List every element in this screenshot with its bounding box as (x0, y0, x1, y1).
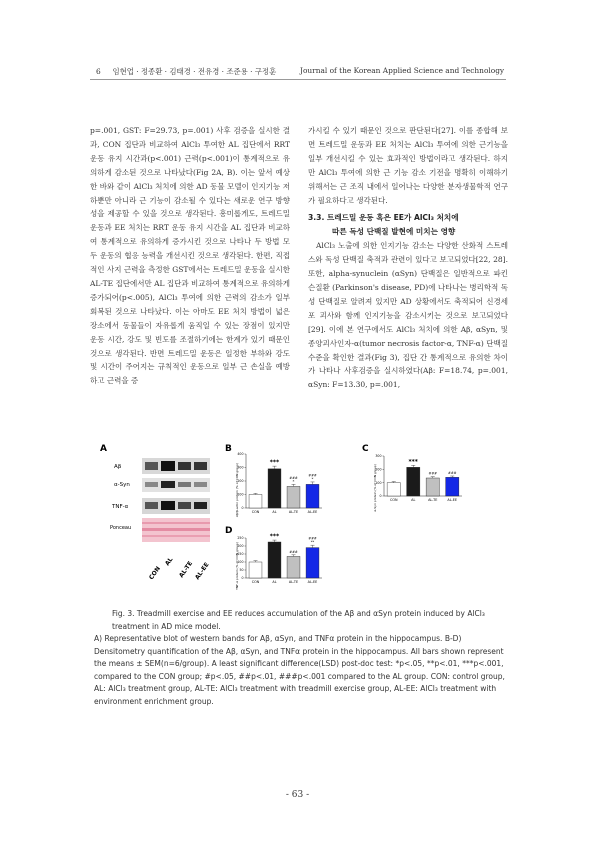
ponceau-line (142, 528, 210, 531)
band (161, 481, 175, 488)
y-tick-label: 300 (375, 454, 382, 459)
significance-marker: ### (428, 471, 438, 476)
bar-al-te (287, 486, 300, 508)
category-label: CON (389, 498, 398, 502)
blot-labels (110, 464, 131, 531)
y-tick-label: 100 (237, 560, 244, 565)
panel-c-letter: C (362, 444, 369, 454)
figure-3 (100, 438, 500, 593)
band (194, 462, 207, 470)
header-rule (90, 79, 506, 80)
band (194, 482, 207, 487)
lane-labels (148, 556, 211, 581)
y-tick-label: 0 (241, 506, 244, 511)
y-tick-label: 200 (237, 479, 244, 484)
blot-label-ponceau: Ponceau (110, 525, 132, 531)
panel-a-letter: A (100, 444, 107, 454)
ponceau-line (142, 522, 210, 524)
band (178, 482, 191, 487)
header-page-number: 6 (96, 67, 101, 76)
band (161, 461, 175, 471)
caption-body: A) Representative blot of western bands for Aβ, αSyn, and TNFα protein in the hippocampus. B-D) Densitometry quantification of the Aβ, αSyn, and TNFα protein in the hippocampus. All bars shown represent the means ± SEM(n=6/group). A least significant difference(LSD) post-doc test: *p<.05, **p<.01, ***p<.001, compared to the CON group; #p<.05, ##p<.01, ###p<.001 compared to the AL group. CON: control group, AL: AlCl₃ treatment group, AL-TE: AlCl₃ treatment with treadmill exercise group, AL-EE: AlCl₃ treatment with environment enrichment group. (94, 634, 505, 706)
blot-images (142, 458, 210, 542)
right-paragraph-2: AlCl₃ 노출에 의한 인지기능 감소는 다양한 산화적 스트레스와 독성 단백질 축적과 관련이 있다고 보고되었다[22, 28]. 또한, alpha-synuclein (αSyn) 단백질은 일반적으로 파킨슨질환 (Parkinson's disease, PD)에 나타나는 병리학적 독성 단백질로 알려져 있지만 AD 상황에서도 축적되어 신경세포 괴사와 함께 인지기능을 감소시키는 것으로 보고되었다[29]. 이에 본 연구에서도 AlCl₃ 처치에 의한 Aβ, αSyn, 및 종양괴사인자-α(tumor necrosis factor-α, TNF-α) 단백질 수준을 확인한 결과(Fig 3), 집단 간 통계적으로 유의한 차이가 나타나 사후검증을 실시하였다(Aβ: F=18.74, p=.001, αSyn: F=13.30, p=.001, (308, 241, 508, 390)
category-label: AL (272, 580, 277, 584)
panel-c-ylabel: α-Syn protein (% of CON group) (373, 464, 377, 512)
blot-label-tnfa: TNF-α (112, 504, 129, 510)
category-label: AL-EE (447, 498, 458, 502)
ponceau-line (142, 535, 210, 537)
significance-marker: * (311, 476, 314, 481)
header-authors: 임현업 · 정종환 · 김태경 · 전유경 · 조준용 · 구정훈 (112, 67, 277, 76)
panel-d-letter: D (225, 526, 233, 536)
y-tick-label: 200 (237, 544, 244, 549)
blot-label-asyn: α-Syn (114, 482, 130, 488)
band (145, 462, 158, 470)
bar-con (249, 562, 262, 578)
lane-label-al-ee: AL-EE (193, 561, 211, 582)
category-label: AL-TE (288, 580, 299, 584)
significance-marker: ### (289, 475, 298, 480)
significance-marker: ### (447, 471, 457, 475)
y-tick-label: 100 (237, 492, 244, 497)
y-tick-label: 50 (239, 568, 244, 573)
significance-marker: *** (408, 458, 418, 466)
running-header-right (300, 66, 504, 75)
category-label: AL-EE (307, 580, 318, 584)
right-paragraph-1: 가시킬 수 있기 때문인 것으로 판단된다[27]. 이를 종합해 보면 트레드밀 운동과 EE 처치는 AlCl₃ 투여에 의한 근기능을 일부 개선시킬 수 있는 효과적인 방법이라고 생각된다. 하지만 AlCl₃ 투여에 의한 근 기능 감소 기전을 명확히 이해하기 위해서는 근 조직 내에서 일어나는 다양한 분자생물학적 연구가 필요하다고 생각된다. (308, 126, 508, 205)
y-tick-label: 0 (379, 494, 382, 499)
bar-charts (237, 452, 462, 584)
bar-al (268, 469, 281, 508)
running-header-left (96, 66, 276, 77)
caption-title: Fig. 3. Treadmill exercise and EE reduces accumulation of the Aβ and αSyn protein induced by AlCl₃ treatment in AD mice model. (112, 609, 485, 631)
y-tick-label: 100 (375, 480, 382, 485)
significance-marker: ** (310, 540, 315, 545)
panel-d-ylabel: TNF-α protein (% of CON group) (235, 542, 239, 590)
band (194, 502, 207, 509)
figure-caption (94, 608, 506, 708)
significance-marker: *** (269, 459, 280, 467)
lane-label-al: AL (163, 556, 175, 568)
left-column (90, 124, 290, 388)
lane-label-con: CON (147, 565, 162, 582)
category-label: AL-TE (428, 498, 438, 502)
y-tick-label: 250 (237, 536, 244, 541)
significance-marker: * (292, 479, 295, 484)
significance-marker: *** (269, 533, 280, 541)
bar-al (407, 467, 420, 496)
significance-marker: ### (308, 536, 317, 541)
category-label: AL (272, 510, 277, 514)
header-journal: Journal of the Korean Applied Science and Technology (300, 66, 505, 75)
bar-al-te (426, 478, 439, 496)
band (178, 462, 191, 470)
bar-al (268, 542, 281, 578)
bar-con (249, 495, 262, 509)
band (145, 502, 158, 509)
bar-con (387, 483, 400, 496)
panel-b-letter: B (225, 444, 232, 454)
bar-al-ee (306, 548, 319, 578)
y-tick-label: 150 (237, 552, 244, 557)
significance-marker: ### (308, 473, 317, 478)
page-number: - 63 - (285, 790, 310, 800)
bar-al-ee (446, 477, 459, 496)
band (145, 482, 158, 487)
category-label: CON (251, 580, 260, 584)
y-tick-label: 0 (241, 576, 244, 581)
panel-b-ylabel: Aβ/β-actin protein (% of CON group) (235, 462, 239, 518)
section-heading-line1: 3.3. 트레드밀 운동 혹은 EE가 AlCl₃ 처치에 (308, 213, 459, 223)
y-tick-label: 200 (375, 467, 382, 472)
y-tick-label: 300 (237, 465, 244, 470)
blot-label-abeta: Aβ (114, 464, 122, 470)
bar-al-ee (306, 484, 319, 508)
right-column (308, 124, 508, 392)
category-label: AL (411, 498, 416, 502)
left-paragraph: p=.001, GST: F=29.73, p=.001) 사후 검증을 실시한 결과, CON 집단과 비교하여 AlCl₃ 투여한 AL 집단에서 RRT 운동 유지 시간과(p<.001) 근력(p<.001)이 통계적으로 유의하게 감소된 것으로 나타났다(Fig 2A, B). 이는 앞서 예상한 바와 같이 AlCl₃ 처치에 의한 AD 동물 모델이 인지기능 저하뿐만 아니라 근 기능이 감소될 수 있다는 새로운 연구 방향성을 제공할 수 있을 것으로 생각된다. 흥미롭게도, 트레드밀 운동과 EE 처치는 RRT 운동 유지 시간을 AL 집단과 비교하여 통계적으로 유의하게 증가시킨 것으로 나타나 두 방법 모두 운동의 협응 능력을 개선시킨 것으로 생각된다. 한편, 직접적인 사지 근력을 측정한 GST에서는 트레드밀 운동을 실시한 AL-TE 집단에서만 AL 집단과 비교하여 통계적으로 유의하게 증가되어(p<.005), AlCl₃ 투여에 의한 근력의 감소가 일부 회복된 것으로 나타났다. 이는 아마도 EE 처치 방법이 넓은 장소에서 동물들이 자유롭게 움직일 수 있는 장점이 있지만 운동 시간, 강도 및 빈도를 조절하기에는 한계가 있기 때문인 것으로 생각된다. 반면 트레드밀 운동은 일정한 부하와 강도 및 시간이 주어지는 규칙적인 운동으로 일부 근 손실을 예방하고 근력을 증 (90, 126, 290, 386)
band (178, 502, 191, 509)
category-label: AL-EE (307, 510, 318, 514)
category-label: CON (251, 510, 260, 514)
figure-3-svg (100, 438, 500, 593)
y-tick-label: 400 (237, 452, 244, 457)
bar-al-te (287, 556, 300, 578)
category-label: AL-TE (288, 510, 299, 514)
significance-marker: ### (289, 549, 298, 554)
section-heading-line2: 따른 독성 단백질 발현에 미치는 영향 (332, 227, 456, 237)
band (161, 501, 175, 510)
lane-label-al-te: AL-TE (177, 560, 195, 580)
